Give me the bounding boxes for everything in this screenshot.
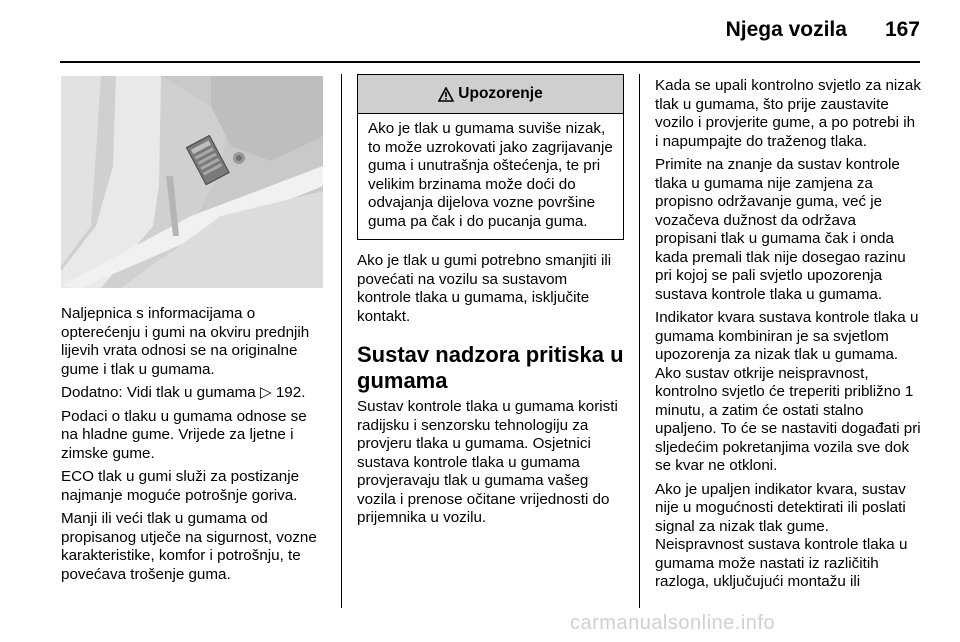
paragraph: Manji ili veći tlak u gumama od propisanog utječe na sigurnost, vozne karakteristike, komfor i potrošnju, te povećava trošenje guma. <box>61 510 317 583</box>
middle-column <box>357 74 624 533</box>
warning-triangle-icon <box>438 87 454 102</box>
paragraph: Neispravnost sustava kontrole tlaka u gumama može nastati iz različitih razloga, uključujući montažu ili <box>655 536 908 590</box>
paragraph: Indikator kvara sustava kontrole tlaka u gumama kombiniran je sa svjetlom upozorenja za nizak tlak u gumama. Ako sustav otkrije neispravnost, kontrolno svjetlo će treperiti približno 1 minutu, a zatim će ostati stalno upaljeno. To će se nastaviti događati pri sljedećim pokretanjima vozila sve dok se kvar ne otkloni. <box>655 309 921 474</box>
section-heading: Sustav nadzora pritiska u gumama <box>357 342 624 393</box>
page-number: 167 <box>884 18 920 41</box>
right-column <box>655 77 921 597</box>
warning-text: Ako je tlak u gumama suviše nizak, to može uzrokovati jako zagrijavanje guma i unutrašnja oštećenja, te pri velikim brzinama može doći do odvajanja dijelova vozne površine guma pa čak i do pucanja guma. <box>368 120 613 230</box>
column-divider-1 <box>341 74 342 608</box>
paragraph: Dodatno: Vidi tlak u gumama ▷ 192. <box>61 384 306 401</box>
watermark: carmanualsonline.info <box>570 612 776 634</box>
paragraph: ECO tlak u gumi služi za postizanje najmanje moguće potrošnje goriva. <box>61 468 300 504</box>
door-frame-label-photo <box>61 76 323 288</box>
warning-title: Upozorenje <box>458 84 543 102</box>
paragraph: Ako je tlak u gumi potrebno smanjiti ili povećati na vozilu sa sustavom kontrole tlaka u gumama, isključite kontakt. <box>357 252 612 325</box>
warning-header <box>358 75 623 114</box>
paragraph: Podaci o tlaku u gumama odnose se na hladne gume. Vrijede za ljetne i zimske gume. <box>61 407 307 462</box>
paragraph: Ako je upaljen indikator kvara, sustav nije u mogućnosti detektirati ili poslati signal za nizak tlak gume. <box>655 480 906 535</box>
warning-box <box>357 74 624 240</box>
paragraph: Kada se upali kontrolno svjetlo za nizak tlak u gumama, što prije zaustavite vozilo i provjerite gume, a po potrebi ih i napumpajte do traženog tlaka. <box>655 77 921 150</box>
door-frame-illustration <box>61 76 323 288</box>
paragraph: Primite na znanje da sustav kontrole tlaka u gumama nije zamjena za propisno održavanje guma, već je vozačeva dužnost da održava propisani tlak u gumama čak i onda kada premali tlak nije dosegao razinu pri kojoj se pali svjetlo upozorenja sustava kontrole tlaka u gumama. <box>655 156 906 303</box>
column-divider-2 <box>639 74 640 608</box>
left-column <box>61 305 327 589</box>
paragraph: Sustav kontrole tlaka u gumama koristi radijsku i senzorsku tehnologiju za provjeru tlaka u gumama. Osjetnici sustava kontrole tlaka u gumama provjeravaju tlak u gumama vašeg vozila i prenose očitane vrijednosti do prijemnika u vozilu. <box>357 398 618 526</box>
page-title: Njega vozila <box>725 18 847 41</box>
photo-caption: Naljepnica s informacijama o opterećenju i gumi na okviru prednjih lijevih vrata odnosi se na originalne gume i tlak u gumama. <box>61 305 310 378</box>
header-rule <box>60 61 920 63</box>
page-header <box>726 18 920 42</box>
